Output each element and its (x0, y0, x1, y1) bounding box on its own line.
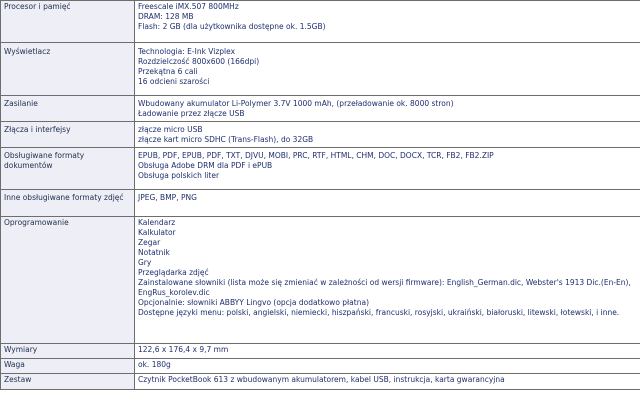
value-line: Obsługa Adobe DRM dla PDF i ePUB (138, 161, 273, 170)
row-value (135, 359, 640, 374)
row-value (135, 217, 640, 344)
value-line: Kalkulator (138, 228, 176, 237)
row-label: Obsługiwane formaty dokumentów (1, 148, 135, 190)
row-value (135, 344, 640, 359)
table-row (1, 148, 640, 190)
value-line: JPEG, BMP, PNG (138, 193, 197, 202)
row-value (135, 1, 640, 43)
row-value (135, 43, 640, 96)
row-value (135, 122, 640, 148)
value-line: złącze kart micro SDHC (Trans-Flash), do 32GB (138, 135, 314, 144)
value-line: 16 odcieni szarości (138, 77, 210, 86)
value-line: Przeglądarka zdjęć (138, 268, 209, 277)
spec-table-body (1, 1, 640, 390)
row-label: Wyświetlacz (1, 43, 135, 96)
value-line: Opcjonalnie: słowniki ABBYY Lingvo (opcja dodatkowo płatna) (138, 298, 369, 307)
row-label: Oprogramowanie (1, 217, 135, 344)
row-value (135, 374, 640, 390)
value-line: EPUB, PDF, EPUB, PDF, TXT, DJVU, MOBI, PRC, RTF, HTML, CHM, DOC, DOCX, TCR, FB2, FB2.ZIP (138, 151, 494, 160)
value-line: Dostępne języki menu: polski, angielski, niemiecki, hiszpański, francuski, rosyjski, ukraiński, białoruski, litewski, łotewski, i inne. (138, 308, 620, 317)
row-label: Inne obsługiwane formaty zdjęć (1, 190, 135, 217)
row-label: Zestaw (1, 374, 135, 390)
value-line: 122,6 x 176,4 x 9,7 mm (138, 345, 229, 354)
table-row (1, 43, 640, 96)
row-label: Waga (1, 359, 135, 374)
row-label: Procesor i pamięć (1, 1, 135, 43)
row-label: Złącza i interfejsy (1, 122, 135, 148)
table-row (1, 190, 640, 217)
table-row (1, 122, 640, 148)
value-line: DRAM: 128 MB (138, 12, 194, 21)
table-row (1, 359, 640, 374)
row-label: Zasilanie (1, 96, 135, 122)
value-line: Freescale iMX.507 800MHz (138, 2, 239, 11)
value-line: złącze micro USB (138, 125, 203, 134)
row-value (135, 96, 640, 122)
table-row (1, 96, 640, 122)
value-line: Notatnik (138, 248, 170, 257)
value-line: Rozdzielczość 800x600 (166dpi) (138, 57, 260, 66)
table-row (1, 344, 640, 359)
value-line: Gry (138, 258, 152, 267)
value-line: Kalendarz (138, 218, 176, 227)
value-line: Zegar (138, 238, 161, 247)
table-row (1, 1, 640, 43)
table-row (1, 217, 640, 344)
value-line: Flash: 2 GB (dla użytkownika dostępne ok. 1.5GB) (138, 22, 326, 31)
row-label: Wymiary (1, 344, 135, 359)
table-row (1, 374, 640, 390)
value-line: Czytnik PocketBook 613 z wbudowanym akumulatorem, kabel USB, instrukcja, karta gwarancyjna (138, 375, 505, 384)
value-line: Zainstalowane słowniki (lista może się zmieniać w zależności od wersji firmware): English_German.dic, Webster's 1913 Dic.(En-En), EngRus_korolev.dic (138, 278, 631, 297)
row-value (135, 190, 640, 217)
value-line: Technologia: E-Ink Vizplex (138, 47, 236, 56)
value-line: ok. 180g (138, 360, 171, 369)
value-line: Przekątna 6 cali (138, 67, 198, 76)
row-value (135, 148, 640, 190)
value-line: Wbudowany akumulator Li-Polymer 3.7V 1000 mAh, (przeładowanie ok. 8000 stron) (138, 99, 454, 108)
value-line: Ładowanie przez złącze USB (138, 109, 245, 118)
value-line: Obsługa polskich liter (138, 171, 220, 180)
